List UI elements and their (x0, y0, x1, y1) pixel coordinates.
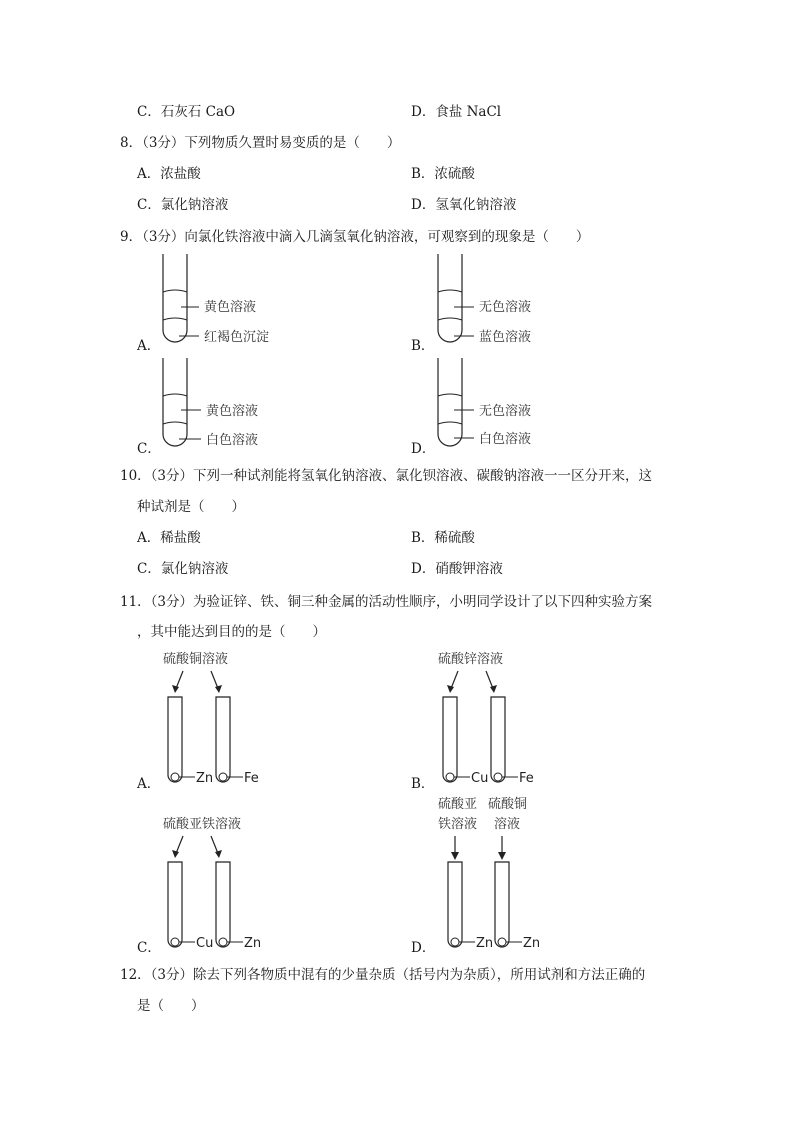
q11-d-solution2-line1: 硫酸铜 (488, 797, 528, 812)
q9-option-c-letter: C． (137, 441, 161, 457)
q10-stem-line2: 种试剂是（ ） (137, 499, 245, 515)
q11-c-solution-label: 硫酸亚铁溶液 (163, 817, 242, 832)
q9-stem: 9．（3分）向氯化铁溶液中滴入几滴氢氧化钠溶液，可观察到的现象是（ ） (120, 229, 590, 245)
q8-option-a: A．浓盐酸 (137, 166, 201, 182)
q8-option-d: D．氢氧化钠溶液 (411, 197, 517, 213)
q9-b-top-label: 无色溶液 (479, 300, 532, 315)
q8-stem: 8．（3分）下列物质久置时易变质的是（ ） (120, 135, 401, 151)
q9-a-top-label: 黄色溶液 (204, 300, 257, 315)
q10-stem-line1: 10．（3分）下列一种试剂能将氢氧化钠溶液、氯化钡溶液、碳酸钠溶液一一区分开来，这 (120, 468, 653, 484)
q9-c-bottom-label: 白色溶液 (206, 433, 259, 448)
q7-option-c: C．石灰石 CaO (137, 104, 236, 120)
q9-option-b-test-tube (430, 252, 560, 352)
q11-option-b-letter: B． (411, 776, 435, 792)
q11-b-solution-label: 硫酸锌溶液 (438, 652, 504, 667)
q10-option-a: A．稀盐酸 (137, 530, 201, 546)
q9-a-bottom-label: 红褐色沉淀 (204, 330, 270, 345)
q9-option-a-test-tube (155, 252, 285, 352)
q9-d-top-label: 无色溶液 (479, 404, 532, 419)
q10-option-b: B．稀硫酸 (411, 530, 475, 546)
q9-option-d-letter: D． (411, 441, 436, 457)
q9-option-c-test-tube (155, 356, 285, 456)
q11-a-metal2: Fe (244, 771, 259, 786)
q11-option-a-diagram (155, 645, 285, 795)
q12-stem-line1: 12．（3分）除去下列各物质中混有的少量杂质（括号内为杂质），所用试剂和方法正确的 (120, 967, 646, 983)
q8-option-c: C．氯化钠溶液 (137, 197, 229, 213)
q9-option-d-test-tube (430, 356, 560, 456)
q11-option-d-diagram (430, 790, 560, 960)
q9-c-top-label: 黄色溶液 (206, 404, 259, 419)
q11-b-metal1: Cu (471, 771, 489, 786)
q11-option-b-diagram (430, 645, 560, 795)
q9-d-bottom-label: 白色溶液 (479, 432, 532, 447)
q11-c-metal2: Zn (244, 936, 262, 951)
q9-option-b-letter: B． (411, 338, 435, 354)
q9-option-a-letter: A． (137, 338, 161, 354)
q11-stem-line1: 11．（3分）为验证锌、铁、铜三种金属的活动性顺序，小明同学设计了以下四种实验方案 (120, 594, 653, 610)
q7-option-d: D．食盐 NaCl (411, 104, 502, 120)
q10-option-d: D．硝酸钾溶液 (411, 561, 503, 577)
q11-d-metal1: Zn (476, 936, 494, 951)
q8-option-b: B．浓硫酸 (411, 166, 475, 182)
q11-option-c-letter: C． (137, 940, 161, 956)
q11-option-d-letter: D． (411, 940, 436, 956)
q11-c-metal1: Cu (196, 936, 214, 951)
q11-a-metal1: Zn (196, 771, 214, 786)
q11-d-metal2: Zn (523, 936, 541, 951)
q11-option-c-diagram (155, 810, 285, 960)
q11-stem-line2: ，其中能达到目的的是（ ） (137, 624, 326, 640)
q11-a-solution-label: 硫酸铜溶液 (163, 652, 229, 667)
q11-d-solution2-line2: 溶液 (494, 817, 521, 832)
q11-option-a-letter: A． (137, 776, 161, 792)
q9-b-bottom-label: 蓝色溶液 (479, 330, 532, 345)
q11-b-metal2: Fe (519, 771, 534, 786)
q11-d-solution1-line1: 硫酸亚 (438, 797, 478, 812)
q11-d-solution1-line2: 铁溶液 (438, 817, 478, 832)
q12-stem-line2: 是（ ） (137, 998, 205, 1014)
q10-option-c: C．氯化钠溶液 (137, 561, 229, 577)
